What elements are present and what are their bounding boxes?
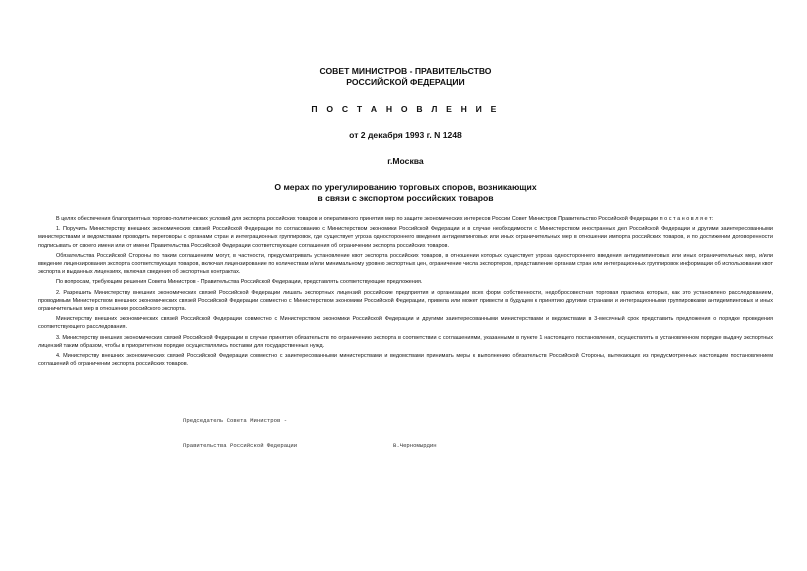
issuing-authority bbox=[38, 66, 773, 88]
signatory-position-line-1: Председатель Совета Министров - bbox=[183, 417, 288, 425]
document-type: П О С Т А Н О В Л Е Н И Е bbox=[311, 104, 500, 114]
paragraph: 3. Министерству внешних экономических связей Российской Федерации в случае принятия обязательств по ограничению экспорта в соответствии с соглашениями, указанными в пункте 1 настоящего постановления, осуществлять в установленном порядке выдачу экспортных лицензий таким образом, чтобы в приоритетном порядке осуществлялись поставки для государственных нужд. bbox=[38, 334, 773, 349]
paragraph: Обязательства Российской Стороны по таким соглашениям могут, в частности, предусматривать установление квот экспорта российских товаров, в отношении которых существует угроза одностороннего введения антидемпинговых или иных ограничительных мер, и/или введение лицензирования экспорта соответствующих товаров, включая лицензирование по количествам и/или минимальному уровню экспортных цен, ограничение числа экспортеров, представление органам стран или интеграционных группировок информации об использовании квот экспорта и выданных лицензиях, включая сведения об экспортных контрактах. bbox=[38, 252, 773, 276]
signature-row bbox=[183, 442, 437, 450]
document-page bbox=[38, 0, 773, 370]
authority-line-1: СОВЕТ МИНИСТРОВ - ПРАВИТЕЛЬСТВО bbox=[319, 66, 492, 76]
document-city: г.Москва bbox=[387, 156, 424, 166]
authority-line-2: РОССИЙСКОЙ ФЕДЕРАЦИИ bbox=[346, 77, 465, 87]
signatory-position-line-2: Правительства Российской Федерации bbox=[183, 442, 298, 450]
paragraph: 2. Разрешить Министерству внешних экономических связей Российской Федерации лишать экспортных лицензий российские предприятия и организации всех форм собственности, недобросовестная торговая практика которых, как это установлено расследованием, проводимым Министерством внешних экономических связей Российской Федерации совместно с Министерством экономики Российской Федерации, привела или может привести в будущем к принятию другими странами и интеграционными группировками антидемпинговых и иных ограничительных мер в отношении российского экспорта. bbox=[38, 289, 773, 313]
title-line-1: О мерах по урегулированию торговых споров, возникающих bbox=[274, 182, 537, 192]
paragraph: По вопросам, требующим решения Совета Министров - Правительства Российской Федерации, представлять соответствующие предложения. bbox=[56, 279, 423, 286]
document-date: от 2 декабря 1993 г. N 1248 bbox=[349, 130, 462, 140]
document-title bbox=[38, 182, 773, 204]
paragraph: 1. Поручить Министерству внешних экономических связей Российской Федерации по согласованию с Министерством экономики Российской Федерации и в случае необходимости с Министерством иностранных дел Российской Федерации и другими заинтересованными министерствами и ведомствами проводить переговоры с органами стран и интеграционных группировок, где существует угроза одностороннего введения антидемпинговых или иных ограничительных мер в отношении импорта российских товаров, и по достижении договоренности подписывать от своего имени или от имени Правительства Российской Федерации соответствующие соглашения об ограничении экспорта российских товаров. bbox=[38, 226, 773, 249]
paragraph: Министерству внешних экономических связей Российской Федерации совместно с Министерством экономики Российской Федерации и другими заинтересованными министерствами и ведомствами в 3-месячный срок представить предложения о порядке проведения соответствующего расследования. bbox=[38, 316, 773, 331]
title-line-2: в связи с экспортом российских товаров bbox=[317, 193, 494, 203]
paragraph: 4. Министерству внешних экономических связей Российской Федерации совместно с заинтересованными министерствами и ведомствами принимать меры к выполнению обязательств Российской Стороны, вытекающих из предусмотренных настоящим постановлением соглашений об ограничении экспорта российских товаров. bbox=[38, 353, 773, 368]
paragraph: В целях обеспечения благоприятных торгово-политических условий для экспорта российских товаров и оперативного принятия мер по защите экономических интересов России Совет Министров Правительство Российской Федерации п о с т а н о в л я е т: bbox=[56, 216, 714, 222]
signature-block bbox=[183, 401, 437, 458]
signatory-name: В.Черномырдин bbox=[393, 442, 437, 450]
document-body bbox=[38, 215, 773, 368]
document-header bbox=[38, 66, 773, 204]
